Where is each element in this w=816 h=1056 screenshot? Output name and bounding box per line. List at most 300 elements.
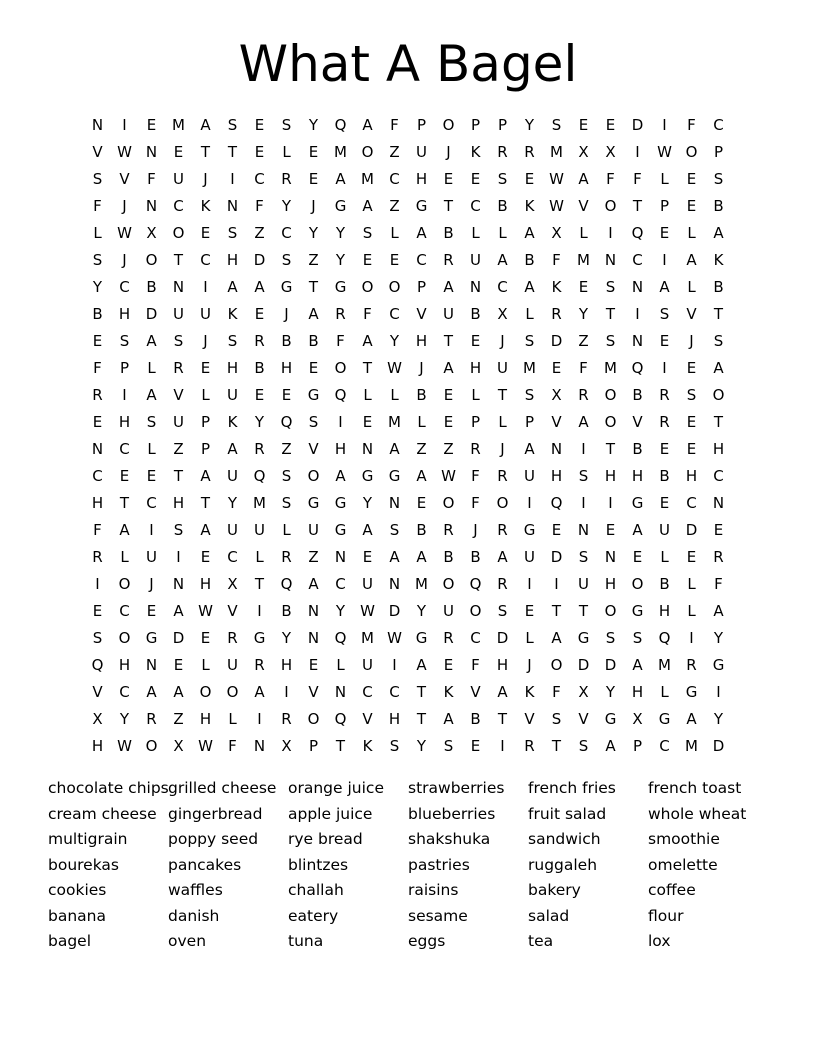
grid-row	[84, 544, 732, 571]
grid-letter: A	[200, 116, 211, 134]
grid-letter: S	[605, 332, 616, 350]
grid-letter: W	[117, 737, 132, 755]
grid-letter: S	[713, 332, 724, 350]
grid-letter: E	[173, 143, 184, 161]
grid-letter: S	[146, 413, 157, 431]
grid-letter: U	[443, 602, 454, 620]
grid-letter: L	[417, 413, 426, 431]
grid-letter: V	[470, 683, 481, 701]
grid-letter: O	[604, 602, 617, 620]
grid-letter: E	[254, 386, 265, 404]
grid-letter: P	[713, 143, 724, 161]
word-column	[168, 776, 288, 955]
grid-letter: B	[497, 197, 508, 215]
grid-letter: T	[200, 143, 211, 161]
grid-letter: S	[632, 629, 643, 647]
grid-letter: V	[308, 683, 319, 701]
grid-row	[84, 652, 732, 679]
grid-letter: M	[172, 116, 185, 134]
grid-letter: N	[91, 116, 104, 134]
grid-letter: N	[712, 494, 725, 512]
grid-letter: S	[551, 710, 562, 728]
grid-letter: J	[473, 521, 478, 539]
grid-letter: E	[605, 116, 616, 134]
grid-letter: I	[581, 494, 586, 512]
grid-letter: U	[200, 305, 211, 323]
grid-letter: M	[685, 737, 698, 755]
grid-letter: S	[281, 116, 292, 134]
grid-letter: E	[686, 413, 697, 431]
grid-letter: T	[713, 305, 724, 323]
grid-letter: D	[631, 116, 644, 134]
grid-letter: F	[93, 521, 102, 539]
grid-letter: G	[523, 521, 536, 539]
word-list-item: bakery	[528, 881, 581, 899]
grid-letter: O	[307, 467, 320, 485]
grid-letter: H	[118, 656, 131, 674]
grid-row	[84, 490, 732, 517]
grid-letter: H	[658, 602, 671, 620]
grid-letter: N	[631, 332, 644, 350]
grid-letter: C	[119, 440, 130, 458]
grid-letter: B	[416, 521, 427, 539]
grid-letter: L	[363, 386, 372, 404]
grid-letter: E	[308, 359, 319, 377]
grid-letter: C	[389, 683, 400, 701]
grid-letter: L	[147, 359, 156, 377]
word-list-item: poppy seed	[168, 830, 259, 848]
grid-letter: R	[92, 548, 103, 566]
grid-letter: O	[469, 602, 482, 620]
word-list-item: lox	[648, 932, 671, 950]
grid-letter: S	[659, 305, 670, 323]
grid-letter: W	[657, 143, 672, 161]
grid-letter: N	[145, 197, 158, 215]
grid-letter: I	[122, 386, 127, 404]
grid-letter: P	[308, 737, 319, 755]
grid-letter: T	[254, 575, 265, 593]
grid-letter: G	[388, 467, 401, 485]
grid-letter: Y	[308, 116, 319, 134]
grid-letter: O	[604, 386, 617, 404]
word-list-item: tea	[528, 932, 554, 950]
grid-letter: A	[713, 359, 724, 377]
grid-letter: H	[172, 494, 185, 512]
grid-letter: V	[578, 710, 589, 728]
grid-letter: F	[228, 737, 237, 755]
grid-letter: Z	[173, 440, 184, 458]
grid-letter: E	[686, 440, 697, 458]
grid-letter: E	[92, 413, 103, 431]
grid-letter: H	[496, 656, 509, 674]
grid-letter: Q	[658, 629, 671, 647]
grid-letter: U	[227, 521, 238, 539]
grid-letter: C	[713, 116, 724, 134]
word-column	[408, 776, 528, 955]
grid-letter: B	[470, 548, 481, 566]
grid-letter: C	[497, 278, 508, 296]
grid-letter: H	[631, 683, 644, 701]
grid-letter: U	[362, 575, 373, 593]
grid-letter: A	[578, 413, 589, 431]
word-list-item: sandwich	[528, 830, 601, 848]
grid-letter: H	[91, 737, 104, 755]
grid-letter: H	[199, 575, 212, 593]
grid-letter: O	[118, 629, 131, 647]
grid-letter: T	[173, 251, 184, 269]
grid-letter: E	[362, 251, 373, 269]
grid-letter: V	[173, 386, 184, 404]
grid-letter: E	[308, 143, 319, 161]
grid-letter: G	[145, 629, 158, 647]
grid-letter: S	[578, 548, 589, 566]
grid-letter: W	[387, 359, 402, 377]
grid-letter: E	[200, 224, 211, 242]
grid-letter: B	[281, 602, 292, 620]
grid-letter: V	[416, 305, 427, 323]
grid-letter: F	[714, 575, 723, 593]
grid-letter: N	[550, 440, 563, 458]
grid-letter: I	[662, 251, 667, 269]
grid-letter: P	[416, 116, 427, 134]
grid-letter: T	[362, 359, 373, 377]
word-list-item: banana	[48, 906, 106, 925]
grid-letter: B	[632, 440, 643, 458]
grid-row	[84, 166, 732, 193]
grid-letter: T	[443, 332, 454, 350]
grid-letter: N	[91, 440, 104, 458]
grid-letter: I	[662, 116, 667, 134]
word-list-item: eatery	[288, 906, 339, 925]
grid-letter: D	[253, 251, 266, 269]
grid-letter: Y	[254, 413, 265, 431]
word-list-item: challah	[288, 881, 344, 899]
grid-letter: K	[227, 305, 238, 323]
grid-letter: L	[525, 305, 534, 323]
grid-letter: N	[172, 575, 185, 593]
grid-letter: R	[173, 359, 184, 377]
grid-row	[84, 733, 732, 760]
grid-letter: Y	[335, 602, 346, 620]
grid-letter: Z	[389, 143, 400, 161]
grid-letter: R	[470, 440, 481, 458]
grid-letter: T	[200, 494, 211, 512]
grid-letter: R	[497, 575, 508, 593]
grid-letter: E	[92, 332, 103, 350]
word-list-item: raisins	[408, 881, 459, 899]
grid-letter: S	[92, 170, 103, 188]
grid-letter: Q	[334, 710, 347, 728]
grid-letter: A	[254, 683, 265, 701]
grid-letter: L	[336, 656, 345, 674]
grid-letter: C	[119, 602, 130, 620]
grid-letter: C	[470, 629, 481, 647]
grid-letter: Y	[524, 116, 535, 134]
grid-letter: E	[686, 548, 697, 566]
grid-letter: H	[91, 494, 104, 512]
word-list-item: french fries	[528, 779, 616, 797]
grid-letter: S	[497, 602, 508, 620]
grid-letter: N	[388, 575, 401, 593]
grid-letter: B	[416, 386, 427, 404]
grid-letter: N	[172, 278, 185, 296]
grid-letter: E	[92, 602, 103, 620]
word-bank	[48, 776, 768, 955]
grid-letter: E	[281, 386, 292, 404]
grid-letter: M	[334, 143, 347, 161]
grid-row	[84, 517, 732, 544]
grid-letter: C	[92, 467, 103, 485]
grid-letter: H	[118, 413, 131, 431]
grid-letter: P	[470, 116, 481, 134]
word-list-item: chocolate chips	[48, 779, 169, 797]
word-list-item: bourekas	[48, 855, 119, 874]
grid-letter: N	[361, 440, 374, 458]
grid-letter: R	[524, 143, 535, 161]
word-list-item: tuna	[288, 932, 324, 950]
grid-letter: E	[119, 467, 130, 485]
grid-letter: E	[200, 359, 211, 377]
grid-letter: A	[146, 386, 157, 404]
grid-letter: C	[713, 467, 724, 485]
grid-letter: N	[307, 629, 320, 647]
grid-letter: V	[551, 413, 562, 431]
grid-letter: I	[203, 278, 208, 296]
grid-letter: O	[226, 683, 239, 701]
grid-letter: B	[659, 575, 670, 593]
grid-letter: L	[498, 413, 507, 431]
grid-letter: Y	[578, 305, 589, 323]
grid-letter: P	[200, 413, 211, 431]
grid-letter: F	[255, 197, 264, 215]
grid-letter: L	[120, 548, 129, 566]
grid-letter: J	[689, 332, 694, 350]
grid-letter: E	[713, 521, 724, 539]
grid-letter: Z	[389, 197, 400, 215]
grid-letter: L	[390, 224, 399, 242]
word-column	[48, 776, 168, 955]
grid-letter: F	[471, 494, 480, 512]
grid-letter: A	[416, 467, 427, 485]
grid-letter: N	[604, 548, 617, 566]
grid-letter: A	[227, 440, 238, 458]
grid-letter: S	[92, 629, 103, 647]
grid-letter: L	[660, 683, 669, 701]
grid-letter: Y	[92, 278, 103, 296]
grid-letter: E	[686, 170, 697, 188]
grid-letter: E	[254, 143, 265, 161]
grid-letter: H	[199, 710, 212, 728]
grid-letter: C	[362, 683, 373, 701]
grid-letter: A	[146, 332, 157, 350]
grid-letter: R	[497, 467, 508, 485]
grid-letter: P	[659, 197, 670, 215]
grid-letter: A	[335, 170, 346, 188]
grid-letter: A	[173, 602, 184, 620]
grid-letter: B	[470, 710, 481, 728]
word-list-item: sesame	[408, 906, 468, 925]
grid-letter: S	[173, 332, 184, 350]
grid-letter: H	[712, 440, 725, 458]
grid-letter: O	[712, 386, 725, 404]
grid-letter: Q	[91, 656, 104, 674]
grid-letter: G	[631, 494, 644, 512]
grid-letter: Q	[631, 224, 644, 242]
grid-row	[84, 571, 732, 598]
grid-letter: K	[470, 143, 481, 161]
grid-letter: R	[443, 521, 454, 539]
grid-row	[84, 220, 732, 247]
grid-letter: C	[281, 224, 292, 242]
grid-letter: N	[334, 548, 347, 566]
grid-letter: Y	[362, 494, 373, 512]
grid-letter: T	[497, 386, 508, 404]
grid-letter: A	[200, 467, 211, 485]
grid-letter: D	[550, 332, 563, 350]
grid-letter: E	[686, 359, 697, 377]
grid-letter: S	[308, 413, 319, 431]
grid-letter: Q	[550, 494, 563, 512]
grid-letter: R	[578, 386, 589, 404]
grid-letter: M	[577, 251, 590, 269]
grid-letter: R	[713, 548, 724, 566]
grid-letter: V	[524, 710, 535, 728]
grid-letter: W	[360, 602, 375, 620]
grid-letter: I	[716, 683, 721, 701]
grid-letter: N	[577, 521, 590, 539]
grid-letter: E	[524, 170, 535, 188]
grid-letter: J	[311, 197, 316, 215]
grid-letter: I	[608, 494, 613, 512]
grid-letter: Y	[605, 683, 616, 701]
grid-letter: A	[713, 602, 724, 620]
grid-letter: I	[581, 440, 586, 458]
grid-letter: X	[497, 305, 508, 323]
grid-letter: A	[443, 359, 454, 377]
grid-letter: F	[93, 197, 102, 215]
grid-letter: I	[392, 656, 397, 674]
grid-letter: D	[172, 629, 185, 647]
grid-letter: H	[415, 170, 428, 188]
grid-letter: E	[146, 467, 157, 485]
grid-letter: Q	[334, 629, 347, 647]
grid-letter: F	[147, 170, 156, 188]
grid-letter: Y	[335, 224, 346, 242]
grid-letter: H	[280, 359, 293, 377]
grid-letter: Q	[280, 575, 293, 593]
grid-letter: T	[605, 440, 616, 458]
word-list-item: waffles	[168, 881, 223, 899]
grid-letter: L	[660, 170, 669, 188]
grid-letter: K	[524, 683, 535, 701]
grid-letter: E	[659, 494, 670, 512]
grid-letter: I	[635, 143, 640, 161]
grid-letter: P	[497, 116, 508, 134]
grid-letter: A	[497, 548, 508, 566]
grid-letter: L	[687, 575, 696, 593]
grid-letter: O	[145, 737, 158, 755]
grid-letter: E	[308, 170, 319, 188]
grid-letter: F	[552, 683, 561, 701]
grid-letter: S	[173, 521, 184, 539]
word-list-item: french toast	[648, 779, 742, 797]
grid-letter: O	[442, 116, 455, 134]
grid-letter: T	[227, 143, 238, 161]
word-list-item: pastries	[408, 855, 470, 874]
grid-letter: C	[200, 251, 211, 269]
word-list-item: apple juice	[288, 804, 373, 823]
grid-letter: N	[388, 494, 401, 512]
word-list-item: cream cheese	[48, 804, 157, 823]
grid-letter: E	[551, 521, 562, 539]
grid-letter: L	[471, 224, 480, 242]
grid-letter: G	[307, 386, 320, 404]
grid-letter: O	[388, 278, 401, 296]
grid-letter: A	[308, 575, 319, 593]
grid-letter: O	[199, 683, 212, 701]
grid-letter: P	[119, 359, 130, 377]
grid-row	[84, 436, 732, 463]
grid-letter: C	[470, 197, 481, 215]
grid-letter: A	[362, 521, 373, 539]
grid-letter: M	[604, 359, 617, 377]
grid-letter: A	[362, 332, 373, 350]
word-list-item: cookies	[48, 881, 107, 899]
grid-row	[84, 679, 732, 706]
grid-letter: R	[551, 305, 562, 323]
grid-letter: R	[497, 143, 508, 161]
grid-letter: Z	[578, 332, 589, 350]
grid-letter: B	[308, 332, 319, 350]
grid-letter: R	[497, 521, 508, 539]
grid-letter: O	[334, 359, 347, 377]
grid-letter: L	[147, 440, 156, 458]
grid-letter: S	[713, 170, 724, 188]
grid-letter: C	[227, 548, 238, 566]
grid-letter: I	[176, 548, 181, 566]
grid-letter: I	[689, 629, 694, 647]
grid-letter: T	[119, 494, 130, 512]
grid-letter: E	[470, 170, 481, 188]
grid-letter: B	[281, 332, 292, 350]
grid-letter: S	[119, 332, 130, 350]
grid-letter: T	[551, 737, 562, 755]
grid-letter: E	[254, 305, 265, 323]
grid-letter: H	[226, 359, 239, 377]
grid-letter: G	[712, 656, 725, 674]
grid-letter: M	[388, 413, 401, 431]
grid-letter: J	[446, 143, 451, 161]
grid-letter: Z	[254, 224, 265, 242]
grid-letter: A	[713, 224, 724, 242]
grid-letter: W	[549, 170, 564, 188]
grid-letter: J	[419, 359, 424, 377]
grid-letter: U	[173, 170, 184, 188]
grid-letter: U	[416, 143, 427, 161]
grid-letter: H	[334, 440, 347, 458]
grid-letter: M	[361, 170, 374, 188]
grid-letter: S	[497, 170, 508, 188]
grid-letter: R	[254, 332, 265, 350]
grid-letter: E	[443, 170, 454, 188]
grid-letter: O	[442, 494, 455, 512]
word-list-item: coffee	[648, 881, 696, 899]
grid-letter: N	[334, 683, 347, 701]
grid-letter: X	[578, 683, 589, 701]
grid-letter: A	[443, 278, 454, 296]
grid-letter: N	[469, 278, 482, 296]
grid-letter: Y	[335, 251, 346, 269]
